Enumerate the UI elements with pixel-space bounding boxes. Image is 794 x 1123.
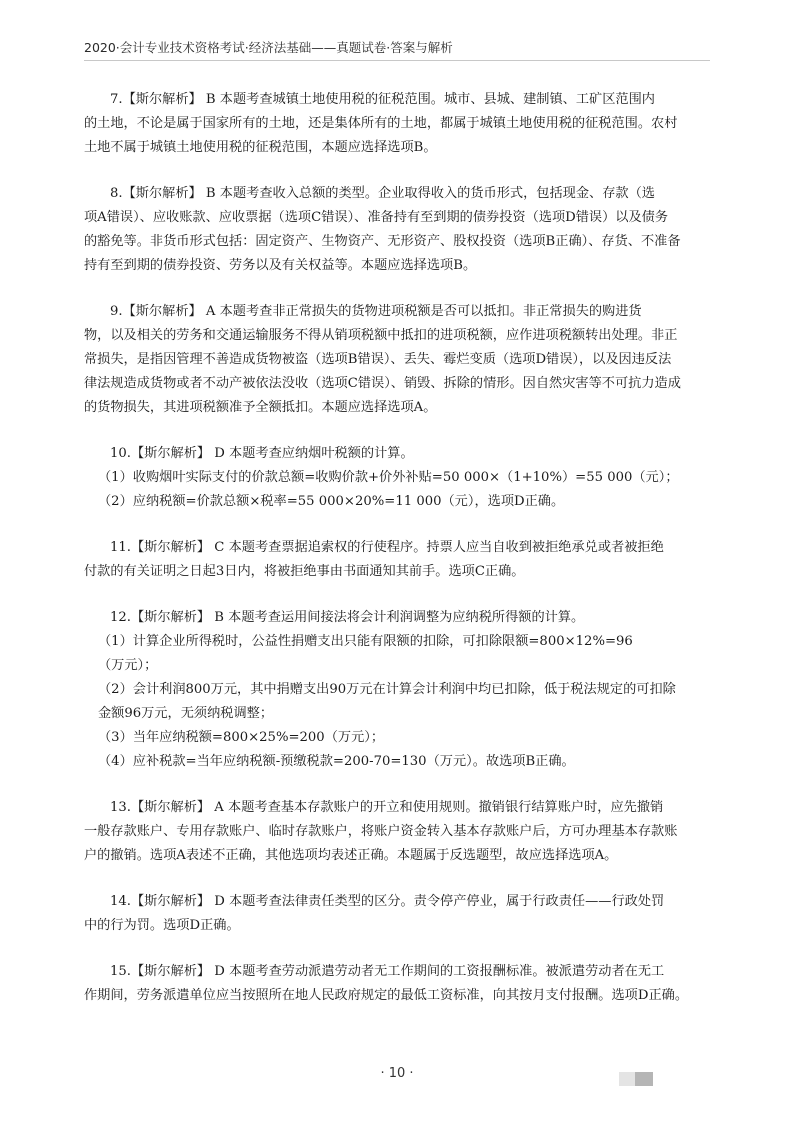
explanation-item — [84, 182, 710, 278]
explanation-item — [84, 300, 710, 420]
explanation-line: 常损失，是指因管理不善造成货物被盗（选项B错误）、丢失、霉烂变质（选项D错误），以及因违反法 — [84, 352, 672, 367]
calculation-step: （4）应补税款=当年应纳税额-预缴税款=200-70=130（万元）。故选项B正确。 — [98, 754, 575, 769]
explanation-line: 户的撤销。选项A表述不正确，其他选项均表述正确。本题属于反选题型，故应选择选项A。 — [84, 848, 618, 863]
explanation-first-line: 10.【斯尔解析】 D 本题考查应纳烟叶税额的计算。 — [110, 446, 414, 461]
page-number: · 10 · — [380, 1066, 414, 1081]
calculation-step: 金额96万元，无须纳税调整； — [98, 706, 274, 721]
answer-explanations — [84, 88, 710, 1030]
calculation-step: （万元）； — [98, 658, 158, 673]
explanation-first-line: 9.【斯尔解析】 A 本题考查非正常损失的货物进项税额是否可以抵扣。非正常损失的购进货 — [110, 304, 642, 319]
calculation-step: （1）计算企业所得税时，公益性捐赠支出只能有限额的扣除，可扣除限额=800×12%=96 — [98, 634, 633, 649]
explanation-first-line: 8.【斯尔解析】 B 本题考查收入总额的类型。企业取得收入的货币形式，包括现金、存款（选 — [110, 186, 655, 201]
calculation-step: （2）应纳税额=价款总额×税率=55 000×20%=11 000（元），选项D正确。 — [98, 494, 565, 509]
header-divider — [84, 60, 710, 61]
explanation-first-line: 7.【斯尔解析】 B 本题考查城镇土地使用税的征税范围。城市、县城、建制镇、工矿区范围内 — [110, 92, 655, 107]
explanation-item — [84, 890, 710, 938]
explanation-first-line: 12.【斯尔解析】 B 本题考查运用间接法将会计利润调整为应纳税所得额的计算。 — [110, 610, 585, 625]
explanation-item — [84, 536, 710, 584]
explanation-first-line: 11.【斯尔解析】 C 本题考查票据追索权的行使程序。持票人应当自收到被拒绝承兑或者被拒绝 — [110, 540, 664, 555]
explanation-line: 中的行为罚。选项D正确。 — [84, 918, 240, 933]
explanation-item — [84, 88, 710, 160]
explanation-line: 的货物损失，其进项税额准予全额抵扣。本题应选择选项A。 — [84, 400, 437, 415]
explanation-line: 付款的有关证明之日起3日内，将被拒绝事由书面通知其前手。选项C正确。 — [84, 564, 525, 579]
explanation-first-line: 14.【斯尔解析】 D 本题考查法律责任类型的区分。责令停产停业，属于行政责任——行政处罚 — [110, 894, 665, 909]
calculation-step: （1）收购烟叶实际支付的价款总额=收购价款+价外补贴=50 000×（1+10%）=55 000（元）； — [98, 470, 679, 485]
explanation-item — [84, 960, 710, 1008]
calculation-step: （3）当年应纳税额=800×25%=200（万元）； — [98, 730, 385, 745]
explanation-line: 项A错误）、应收账款、应收票据（选项C错误）、准备持有至到期的债券投资（选项D错误）以及债务 — [84, 210, 669, 225]
corner-mark — [619, 1072, 653, 1086]
explanation-line: 持有至到期的债券投资、劳务以及有关权益等。本题应选择选项B。 — [84, 258, 477, 273]
running-header: 2020·会计专业技术资格考试·经济法基础——真题试卷·答案与解析 — [84, 40, 453, 55]
explanation-item — [84, 606, 710, 774]
explanation-line: 物，以及相关的劳务和交通运输服务不得从销项税额中抵扣的进项税额，应作进项税额转出处理。非正 — [84, 328, 678, 343]
explanation-item — [84, 796, 710, 868]
calculation-step: （2）会计利润800万元，其中捐赠支出90万元在计算会计利润中均已扣除，低于税法规定的可扣除 — [98, 682, 676, 697]
explanation-line: 作期间，劳务派遣单位应当按照所在地人民政府规定的最低工资标准，向其按月支付报酬。选项D正确。 — [84, 988, 689, 1003]
explanation-line: 律法规造成货物或者不动产被依法没收（选项C错误）、销毁、拆除的情形。因自然灾害等不可抗力造成 — [84, 376, 681, 391]
explanation-line: 一般存款账户、专用存款账户、临时存款账户，将账户资金转入基本存款账户后，方可办理基本存款账 — [84, 824, 678, 839]
explanation-first-line: 15.【斯尔解析】 D 本题考查劳动派遣劳动者无工作期间的工资报酬标准。被派遣劳动者在无工 — [110, 964, 665, 979]
explanation-first-line: 13.【斯尔解析】 A 本题考查基本存款账户的开立和使用规则。撤销银行结算账户时，应先撤销 — [110, 800, 664, 815]
explanation-line: 的土地，不论是属于国家所有的土地，还是集体所有的土地，都属于城镇土地使用税的征税范围。农村 — [84, 116, 678, 131]
explanation-line: 土地不属于城镇土地使用税的征税范围，本题应选择选项B。 — [84, 140, 437, 155]
explanation-item — [84, 442, 710, 514]
explanation-line: 的豁免等。非货币形式包括：固定资产、生物资产、无形资产、股权投资（选项B正确）、存货、不准备 — [84, 234, 681, 249]
